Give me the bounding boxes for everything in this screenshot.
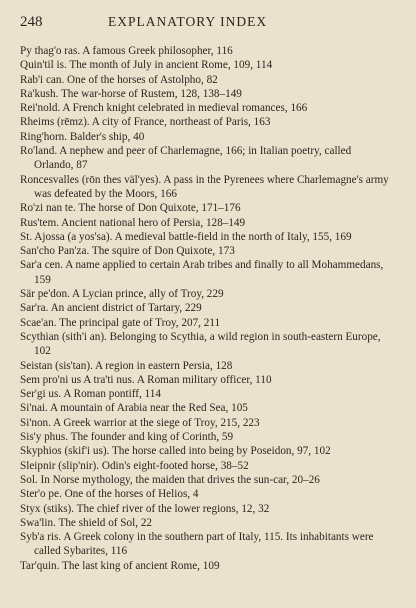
index-entry: Ro'zi nan te. The horse of Don Quixote, 171–176	[20, 202, 241, 215]
index-entry: Skyphios (skif'i us). The horse called into being by Poseidon, 97, 102	[20, 445, 331, 458]
index-entry: Sleipnir (slip'nir). Odin's eight-footed horse, 38–52	[20, 459, 249, 472]
index-entry: St. Ajossa (a yos'sa). A medieval battle-field in the north of Italy, 155, 169	[20, 230, 352, 243]
index-entry: Si'nai. A mountain of Arabia near the Red Sea, 105	[20, 402, 248, 415]
index-entry: Swa'lin. The shield of Sol, 22	[20, 516, 153, 529]
page-number: 248	[20, 14, 43, 30]
index-entry: Ster'o pe. One of the horses of Helios, 4	[20, 488, 199, 501]
index-entry: Rab'i can. One of the horses of Astolpho, 82	[20, 73, 218, 86]
index-entry: Rheims (rēmz). A city of France, northeast of Paris, 163	[20, 116, 271, 129]
index-entry: Sis'y phus. The founder and king of Corinth, 59	[20, 431, 234, 444]
index-entry: Sär pe'don. A Lycian prince, ally of Troy, 229	[20, 288, 224, 301]
index-entry: Rus'tem. Ancient national hero of Persia, 128–149	[20, 216, 246, 229]
index-entry: Rei'nold. A French knight celebrated in medieval romances, 166	[20, 102, 308, 115]
index-entry: Styx (stiks). The chief river of the lower regions, 12, 32	[20, 502, 270, 515]
index-entry: Sar'ra. An ancient district of Tartary, 229	[20, 302, 202, 315]
index-entry: Tar'quin. The last king of ancient Rome, 109	[20, 559, 220, 572]
index-entry: Ra'kush. The war-horse of Rustem, 128, 138–149	[20, 87, 242, 100]
index-entry: Si'non. A Greek warrior at the siege of Troy, 215, 223	[20, 416, 260, 429]
index-entry: Ro'land. A nephew and peer of Charlemagne, 166; in Italian poetry, called Orlando, 87	[20, 145, 355, 172]
running-title: EXPLANATORY INDEX	[108, 14, 268, 29]
index-entry: Scythian (sith'i an). Belonging to Scythia, a wild region in south-eastern Europe, 102	[20, 330, 384, 358]
index-entry: Sol. In Norse mythology, the maiden that drives the sun-car, 20–26	[20, 473, 320, 486]
index-entry: Seistan (sis'tan). A region in eastern Persia, 128	[20, 359, 233, 372]
index-entry: San'cho Pan'za. The squire of Don Quixote, 173	[20, 245, 235, 258]
index-entry: Ring'horn. Balder's ship, 40	[20, 130, 145, 143]
page-header	[20, 14, 390, 36]
index-entry: Syb'a ris. A Greek colony in the southern part of Italy, 115. Its inhabitants were called Sybarites, 116	[20, 531, 377, 558]
index-entry: Quin'til is. The month of July in ancient Rome, 109, 114	[20, 59, 273, 72]
index-entry: Ser'gi us. A Roman pontiff, 114	[20, 388, 161, 401]
index-entries	[20, 44, 390, 573]
index-entry: Scae'an. The principal gate of Troy, 207, 211	[20, 316, 221, 329]
index-entry: Sar'a cen. A name applied to certain Arab tribes and finally to all Mohammedans, 159	[20, 259, 387, 286]
index-entry: Sem pro'ni us A tra'ti nus. A Roman military officer, 110	[20, 373, 272, 386]
index-entry: Roncesvalles (rōn thes väl'yes). A pass in the Pyrenees where Charlemagne's army was defeated by the Moors, 166	[20, 173, 392, 200]
index-entry: Py thag'o ras. A famous Greek philosopher, 116	[20, 45, 233, 57]
